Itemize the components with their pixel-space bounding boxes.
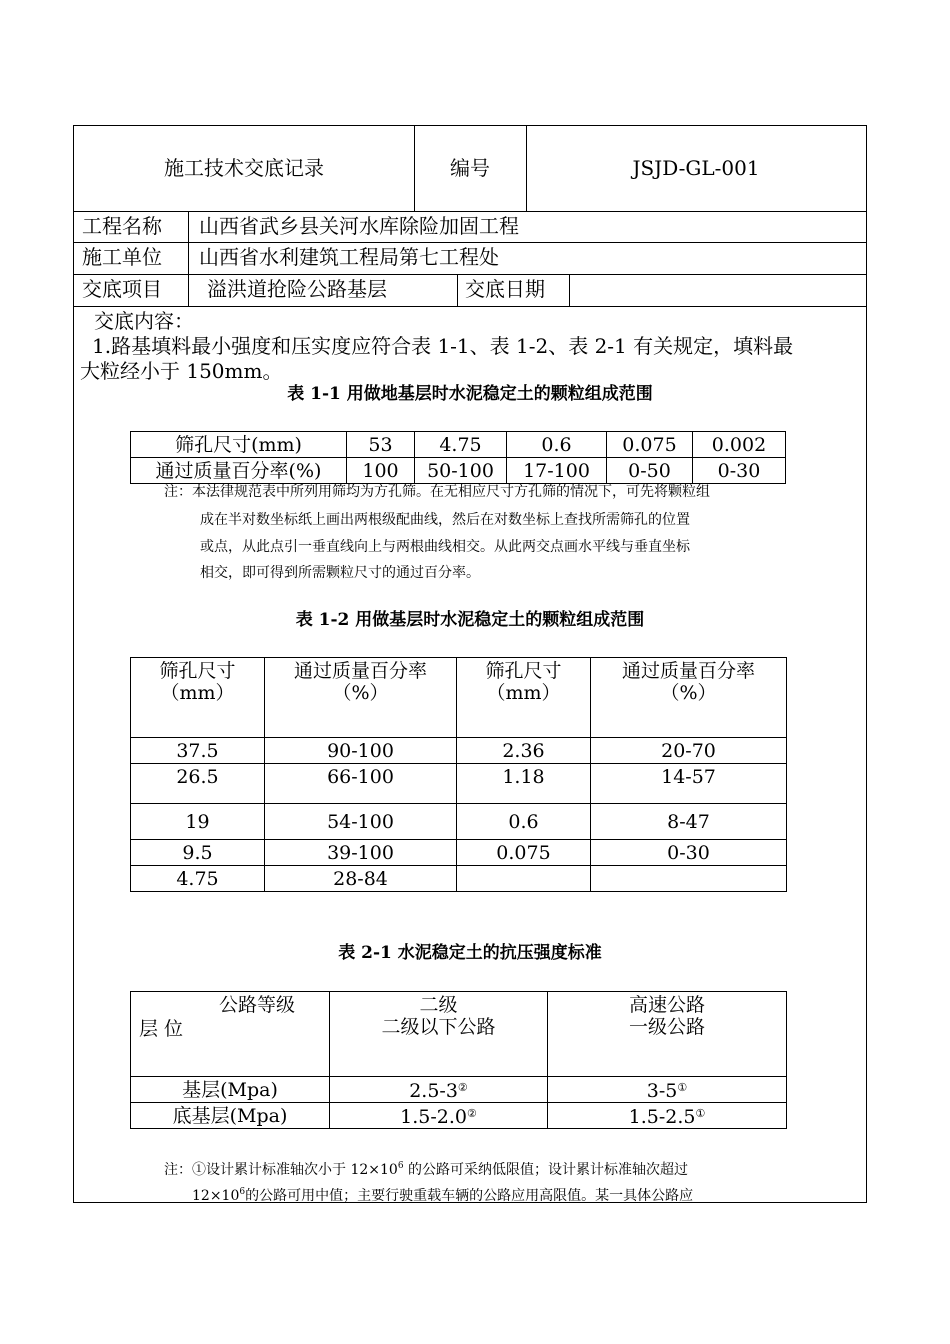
table3-note-line [192, 1182, 693, 1203]
content-paragraph-line2: 大粒经小于 150mm。 [80, 359, 283, 383]
footnote-mark: ② [466, 1107, 477, 1120]
item-value: 溢洪道抢险公路基层 [207, 277, 387, 301]
corner-bottom-text: 层 位 [139, 1018, 184, 1040]
table3-cell [548, 1077, 787, 1103]
table1-caption: 表 1-1 用做地基层时水泥稳定土的颗粒组成范围 [287, 384, 653, 404]
number-value: JSJD-GL-001 [632, 156, 760, 180]
table2-header [591, 658, 787, 738]
project-label: 工程名称 [82, 214, 162, 238]
table2-cell: 19 [131, 804, 265, 840]
table1-cell: 4.75 [415, 432, 507, 458]
divider [74, 306, 866, 307]
table2-cell: 9.5 [131, 840, 265, 866]
table2-header [131, 658, 265, 738]
form-title: 施工技术交底记录 [164, 156, 324, 180]
table2-cell: 37.5 [131, 738, 265, 764]
table2-cell: 1.18 [457, 764, 591, 804]
table2-cell: 54-100 [265, 804, 457, 840]
header-line: 一级公路 [628, 1016, 705, 1038]
table2-cell [591, 866, 787, 892]
table1-row-label: 通过质量百分率(%) [131, 458, 347, 484]
table3-row-label: 基层(Mpa) [131, 1077, 330, 1103]
header-line: （%） [332, 682, 389, 704]
header-line: 通过质量百分率 [621, 660, 755, 682]
divider [457, 274, 458, 306]
table-row [131, 764, 787, 804]
table3-header [548, 992, 787, 1077]
cell-value: 1.5-2.5 [628, 1106, 696, 1128]
table-row [131, 738, 787, 764]
table2-cell: 0.6 [457, 804, 591, 840]
table2-header [265, 658, 457, 738]
note-exponent: 6 [239, 1187, 246, 1197]
table3-corner-header [131, 992, 330, 1077]
table2-cell: 39-100 [265, 840, 457, 866]
table1-note-line: 相交，即可得到所需颗粒尺寸的通过百分率。 [200, 565, 480, 581]
table2 [130, 657, 787, 892]
divider [74, 242, 866, 243]
table-row [131, 804, 787, 840]
table2-cell: 26.5 [131, 764, 265, 804]
table-row [131, 1103, 787, 1129]
header-line: 高速公路 [628, 994, 705, 1016]
footnote-mark: ① [677, 1081, 688, 1094]
project-value: 山西省武乡县关河水库除险加固工程 [199, 214, 519, 238]
table1-note-line: 注：本法律规范表中所列用筛均为方孔筛。在无相应尺寸方孔筛的情况下，可先将颗粒组 [164, 484, 710, 500]
table1-cell: 53 [347, 432, 415, 458]
table1-cell: 17-100 [507, 458, 607, 484]
table1-note-line: 或点，从此点引一垂直线向上与两根曲线相交。从此两交点画水平线与垂直坐标 [200, 539, 690, 555]
unit-label: 施工单位 [82, 245, 162, 269]
table1-cell: 0.002 [693, 432, 786, 458]
cell-value: 3-5 [646, 1080, 678, 1102]
table2-cell: 14-57 [591, 764, 787, 804]
table3-cell [330, 1103, 548, 1129]
table2-cell: 28-84 [265, 866, 457, 892]
table3-header [330, 992, 548, 1077]
corner-top-text: 公路等级 [219, 994, 296, 1016]
table3-note-line [164, 1156, 688, 1180]
content-heading: 交底内容： [94, 309, 194, 333]
divider [74, 274, 866, 275]
note-text: 的公路可采纳低限值；设计累计标准轴次超过 [403, 1162, 688, 1178]
divider [74, 211, 866, 212]
header-line: 二级以下公路 [381, 1016, 496, 1038]
header-line: 二级 [419, 994, 458, 1016]
table1-cell: 0.075 [607, 432, 693, 458]
header-line: （mm） [160, 682, 235, 704]
table3 [130, 991, 787, 1129]
record-form [73, 125, 867, 1203]
header-line: 筛孔尺寸 [159, 660, 236, 682]
header-line: 通过质量百分率 [293, 660, 427, 682]
header-line: （%） [660, 682, 717, 704]
table-row [131, 1077, 787, 1103]
table1-row-label: 筛孔尺寸(mm) [131, 432, 347, 458]
header-line: 筛孔尺寸 [485, 660, 562, 682]
table1-cell: 0.6 [507, 432, 607, 458]
table2-cell: 8-47 [591, 804, 787, 840]
number-label: 编号 [450, 156, 490, 180]
table2-cell: 0-30 [591, 840, 787, 866]
divider [569, 274, 570, 306]
table-row [131, 840, 787, 866]
table2-header [457, 658, 591, 738]
footnote-mark: ① [695, 1107, 706, 1120]
table2-cell: 20-70 [591, 738, 787, 764]
table3-cell [548, 1103, 787, 1129]
table2-cell [457, 866, 591, 892]
unit-value: 山西省水利建筑工程局第七工程处 [199, 245, 499, 269]
table1-cell: 100 [347, 458, 415, 484]
table2-cell: 4.75 [131, 866, 265, 892]
footnote-mark: ② [457, 1081, 468, 1094]
table1-cell: 50-100 [415, 458, 507, 484]
note-text: 12×10 [192, 1188, 240, 1203]
table3-caption: 表 2-1 水泥稳定土的抗压强度标准 [338, 943, 602, 963]
table1-cell: 0-30 [693, 458, 786, 484]
table3-row-label: 底基层(Mpa) [131, 1103, 330, 1129]
table1-note-line: 成在半对数坐标纸上画出两根级配曲线，然后在对数坐标上查找所需筛孔的位置 [200, 512, 690, 528]
table2-cell: 90-100 [265, 738, 457, 764]
date-label: 交底日期 [465, 277, 545, 301]
header-line: （mm） [486, 682, 561, 704]
table2-cell: 2.36 [457, 738, 591, 764]
item-label: 交底项目 [82, 277, 162, 301]
table-row [131, 866, 787, 892]
note-text: 注：①设计累计标准轴次小于 12×10 [164, 1162, 398, 1178]
table3-cell [330, 1077, 548, 1103]
note-exponent: 6 [397, 1161, 404, 1171]
cell-value: 1.5-2.0 [400, 1106, 467, 1128]
cell-value: 2.5-3 [409, 1080, 458, 1102]
divider [188, 211, 189, 306]
table1 [130, 431, 786, 484]
table2-cell: 66-100 [265, 764, 457, 804]
note-text: 的公路可用中值；主要行驶重载车辆的公路应用高限值。某一具体公路应 [245, 1188, 694, 1203]
table2-cell: 0.075 [457, 840, 591, 866]
table2-caption: 表 1-2 用做基层时水泥稳定土的颗粒组成范围 [295, 610, 645, 630]
table1-cell: 0-50 [607, 458, 693, 484]
content-paragraph-line1: 1.路基填料最小强度和压实度应符合表 1-1、表 1-2、表 2-1 有关规定，填料最 [92, 334, 794, 358]
